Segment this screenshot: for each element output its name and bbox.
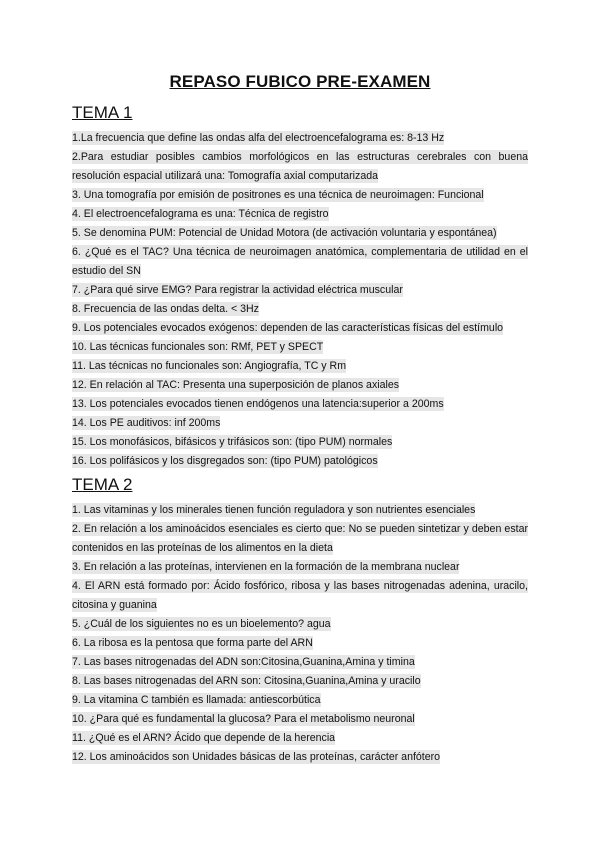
list-item xyxy=(72,395,528,414)
list-item xyxy=(72,729,528,748)
question-list xyxy=(72,501,528,767)
list-item-text: 13. Los potenciales evocados tienen endógenos una latencia:superior a 200ms xyxy=(72,398,444,410)
list-item xyxy=(72,414,528,433)
list-item xyxy=(72,653,528,672)
list-item-text: 9. La vitamina C también es llamada: antiescorbútica xyxy=(72,694,321,706)
list-item-text: 4. El electroencefalograma es una: Técnica de registro xyxy=(72,208,329,220)
list-item-text: 3. En relación a las proteínas, intervienen en la formación de la membrana nuclear xyxy=(72,561,460,573)
list-item xyxy=(72,558,528,577)
list-item xyxy=(72,691,528,710)
list-item-text: 5. Se denomina PUM: Potencial de Unidad Motora (de activación voluntaria y espontánea) xyxy=(72,227,497,239)
list-item-text: 2.Para estudiar posibles cambios morfológicos en las estructuras cerebrales con buena resolución espacial utilizará una: Tomografía axial computarizada xyxy=(72,151,528,182)
question-list xyxy=(72,129,528,471)
list-item-text: 7. Las bases nitrogenadas del ADN son:Citosina,Guanina,Amina y timina xyxy=(72,656,415,668)
list-item xyxy=(72,186,528,205)
list-item xyxy=(72,148,528,186)
list-item xyxy=(72,281,528,300)
list-item-text: 11. Las técnicas no funcionales son: Angiografía, TC y Rm xyxy=(72,360,347,372)
section-heading: TEMA 1 xyxy=(72,103,133,122)
list-item xyxy=(72,577,528,615)
list-item-text: 8. Las bases nitrogenadas del ARN son: Citosina,Guanina,Amina y uracilo xyxy=(72,675,421,687)
list-item xyxy=(72,710,528,729)
list-item xyxy=(72,129,528,148)
document-title: REPASO FUBICO PRE-EXAMEN xyxy=(169,72,431,91)
list-item-text: 7. ¿Para qué sirve EMG? Para registrar la actividad eléctrica muscular xyxy=(72,284,403,296)
list-item-text: 3. Una tomografía por emisión de positrones es una técnica de neuroimagen: Funcional xyxy=(72,189,484,201)
list-item xyxy=(72,615,528,634)
list-item-text: 11. ¿Qué es el ARN? Ácido que depende de la herencia xyxy=(72,732,336,744)
list-item xyxy=(72,224,528,243)
list-item-text: 6. ¿Qué es el TAC? Una técnica de neuroimagen anatómica, complementaria de utilidad en el estudio del SN xyxy=(72,246,528,277)
section-tema-1 xyxy=(72,103,528,471)
list-item-text: 4. El ARN está formado por: Ácido fosfórico, ribosa y las bases nitrogenadas adenina, uracilo, citosina y guanina xyxy=(72,580,528,611)
list-item xyxy=(72,338,528,357)
list-item-text: 15. Los monofásicos, bifásicos y trifásicos son: (tipo PUM) normales xyxy=(72,436,393,448)
list-item xyxy=(72,748,528,767)
list-item-text: 16. Los polifásicos y los disgregados son: (tipo PUM) patológicos xyxy=(72,455,378,467)
section-heading: TEMA 2 xyxy=(72,475,133,494)
list-item-text: 14. Los PE auditivos: inf 200ms xyxy=(72,417,221,429)
list-item-text: 6. La ribosa es la pentosa que forma parte del ARN xyxy=(72,637,313,649)
list-item xyxy=(72,501,528,520)
list-item xyxy=(72,300,528,319)
list-item xyxy=(72,376,528,395)
list-item-text: 9. Los potenciales evocados exógenos: dependen de las características físicas del estímulo xyxy=(72,322,504,334)
list-item xyxy=(72,520,528,558)
list-item-text: 1.La frecuencia que define las ondas alfa del electroencefalograma es: 8-13 Hz xyxy=(72,132,445,144)
list-item xyxy=(72,205,528,224)
list-item-text: 12. En relación al TAC: Presenta una superposición de planos axiales xyxy=(72,379,400,391)
list-item xyxy=(72,433,528,452)
document-page xyxy=(72,72,528,767)
list-item-text: 12. Los aminoácidos son Unidades básicas de las proteínas, carácter anfótero xyxy=(72,751,441,763)
list-item-text: 5. ¿Cuál de los siguientes no es un bioelemento? agua xyxy=(72,618,331,630)
section-tema-2 xyxy=(72,475,528,767)
list-item xyxy=(72,243,528,281)
list-item xyxy=(72,357,528,376)
list-item xyxy=(72,319,528,338)
list-item-text: 1. Las vitaminas y los minerales tienen función reguladora y son nutrientes esenciales xyxy=(72,504,476,516)
list-item-text: 2. En relación a los aminoácidos esenciales es cierto que: No se pueden sintetizar y deben estar contenidos en las proteínas de los alimentos en la dieta xyxy=(72,523,528,554)
list-item xyxy=(72,634,528,653)
list-item xyxy=(72,452,528,471)
list-item-text: 10. Las técnicas funcionales son: RMf, PET y SPECT xyxy=(72,341,324,353)
list-item-text: 8. Frecuencia de las ondas delta. < 3Hz xyxy=(72,303,259,315)
list-item-text: 10. ¿Para qué es fundamental la glucosa? Para el metabolismo neuronal xyxy=(72,713,415,725)
list-item xyxy=(72,672,528,691)
